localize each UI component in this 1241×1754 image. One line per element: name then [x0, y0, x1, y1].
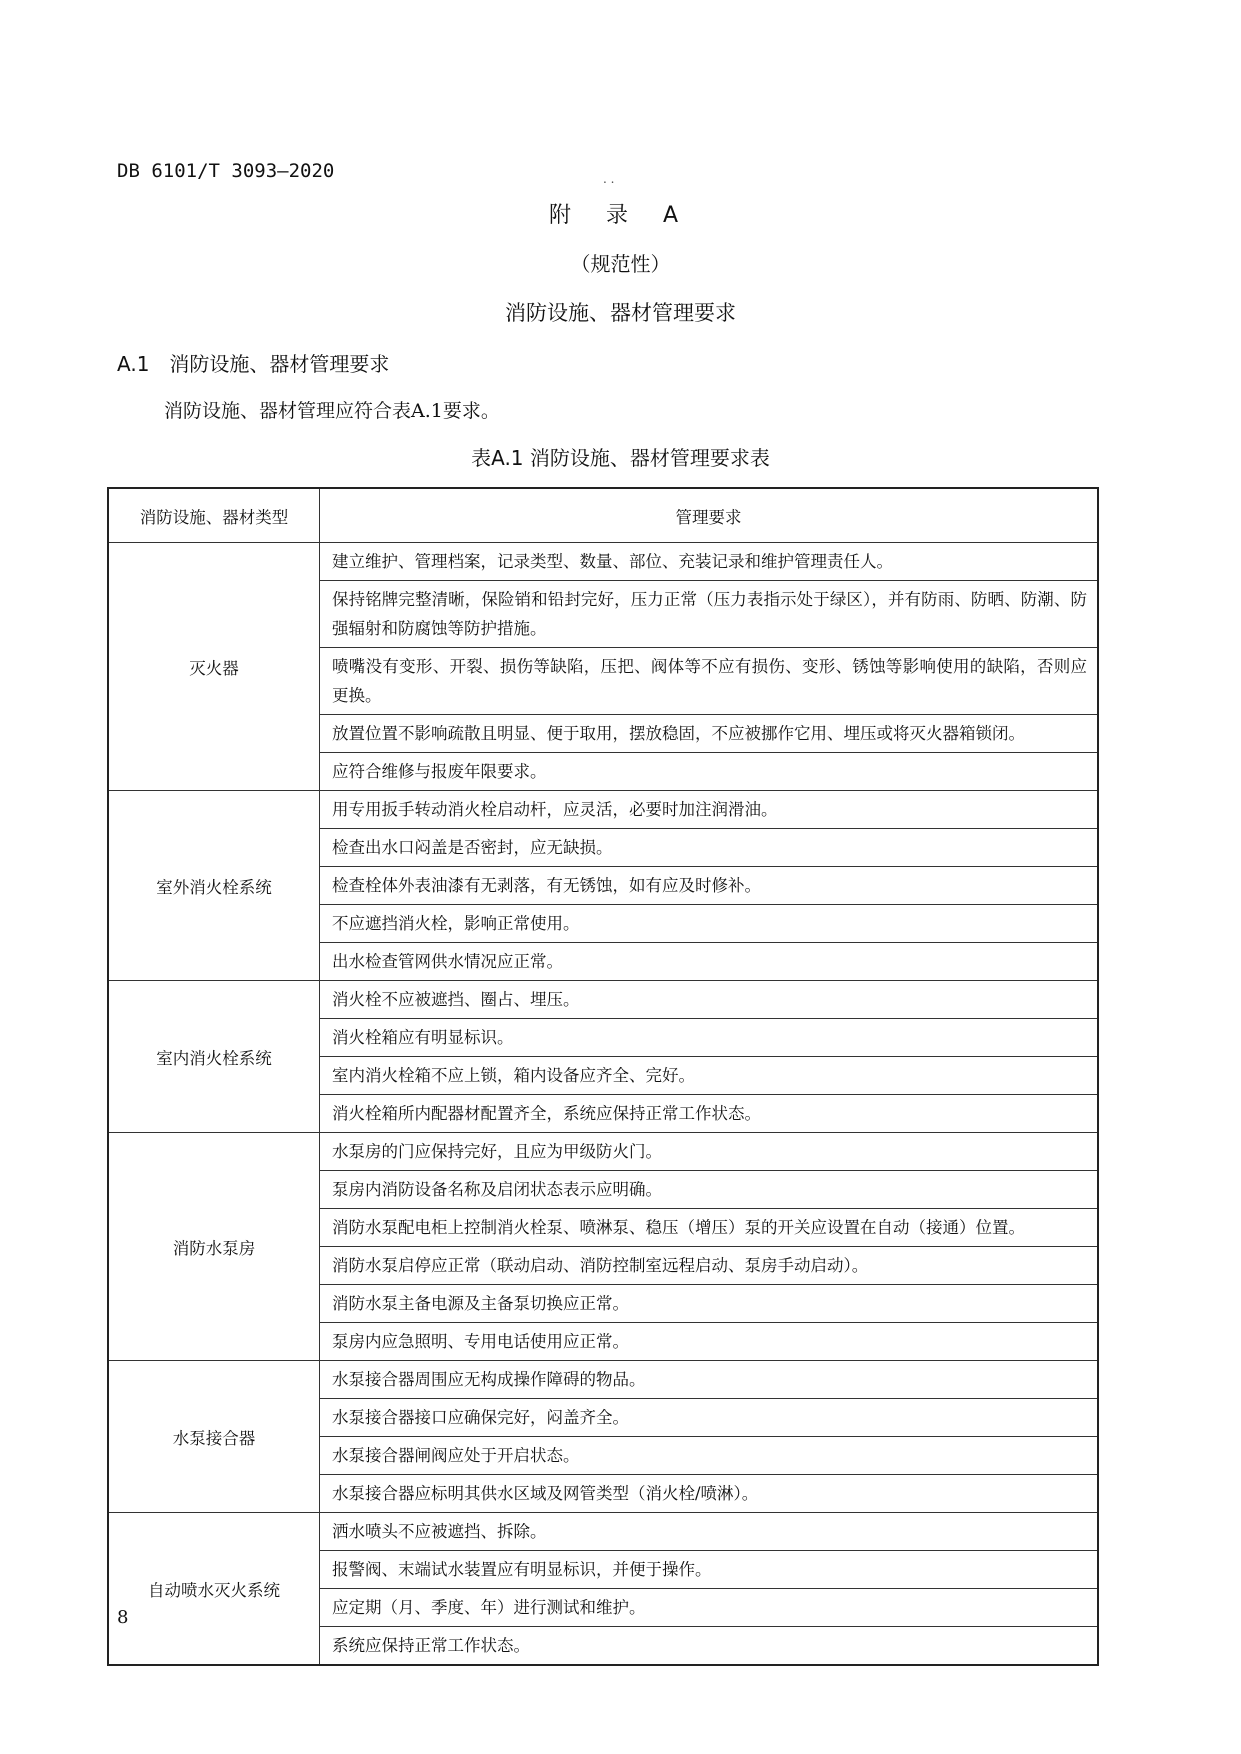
requirement-cell: 应符合维修与报废年限要求。 — [320, 753, 1099, 791]
appendix-title: 附 录 A — [548, 203, 693, 228]
requirement-cell: 检查出水口闷盖是否密封，应无缺损。 — [320, 829, 1099, 867]
header-requirements: 管理要求 — [320, 488, 1099, 543]
appendix-nature: （规范性） — [570, 252, 671, 276]
requirement-cell: 泵房内应急照明、专用电话使用应正常。 — [320, 1323, 1099, 1361]
table-header-row — [108, 488, 1098, 543]
table-row — [108, 791, 1098, 829]
table-row — [108, 1133, 1098, 1171]
requirements-table — [107, 487, 1099, 1666]
requirement-cell: 检查栓体外表油漆有无剥落，有无锈蚀，如有应及时修补。 — [320, 867, 1099, 905]
category-cell: 室外消火栓系统 — [108, 791, 320, 981]
requirement-cell: 放置位置不影响疏散且明显、便于取用，摆放稳固，不应被挪作它用、埋压或将灭火器箱锁闭。 — [320, 715, 1099, 753]
category-cell: 灭火器 — [108, 543, 320, 791]
requirement-cell: 洒水喷头不应被遮挡、拆除。 — [320, 1513, 1099, 1551]
requirement-cell: 消防水泵启停应正常（联动启动、消防控制室远程启动、泵房手动启动）。 — [320, 1247, 1099, 1285]
table-row — [108, 981, 1098, 1019]
table-row — [108, 1361, 1098, 1399]
document-code: DB 6101/T 3093—2020 — [117, 160, 335, 182]
appendix-main-title: 消防设施、器材管理要求 — [505, 301, 736, 325]
requirement-cell: 泵房内消防设备名称及启闭状态表示应明确。 — [320, 1171, 1099, 1209]
category-cell: 自动喷水灭火系统 — [108, 1513, 320, 1666]
page-number: 8 — [117, 1607, 129, 1628]
category-cell: 水泵接合器 — [108, 1361, 320, 1513]
requirement-cell: 水泵接合器接口应确保完好，闷盖齐全。 — [320, 1399, 1099, 1437]
table-row — [108, 543, 1098, 581]
requirement-cell: 室内消火栓箱不应上锁，箱内设备应齐全、完好。 — [320, 1057, 1099, 1095]
section-heading — [117, 348, 389, 377]
table-row — [108, 1513, 1098, 1551]
requirement-cell: 出水检查管网供水情况应正常。 — [320, 943, 1099, 981]
requirement-cell: 消火栓不应被遮挡、圈占、埋压。 — [320, 981, 1099, 1019]
section-paragraph: 消防设施、器材管理应符合表A.1要求。 — [164, 400, 500, 422]
requirement-cell: 水泵接合器周围应无构成操作障碍的物品。 — [320, 1361, 1099, 1399]
category-cell: 室内消火栓系统 — [108, 981, 320, 1133]
requirement-cell: 消火栓箱应有明显标识。 — [320, 1019, 1099, 1057]
requirement-cell: 消防水泵配电柜上控制消火栓泵、喷淋泵、稳压（增压）泵的开关应设置在自动（接通）位置。 — [320, 1209, 1099, 1247]
requirement-cell: 水泵房的门应保持完好，且应为甲级防火门。 — [320, 1133, 1099, 1171]
requirement-cell: 建立维护、管理档案，记录类型、数量、部位、充装记录和维护管理责任人。 — [320, 543, 1099, 581]
header-dots: . . — [603, 172, 615, 186]
requirement-cell: 水泵接合器应标明其供水区域及网管类型（消火栓/喷淋）。 — [320, 1475, 1099, 1513]
header-category: 消防设施、器材类型 — [108, 488, 320, 543]
section-number: A.1 — [117, 352, 150, 376]
category-cell: 消防水泵房 — [108, 1133, 320, 1361]
requirement-cell: 应定期（月、季度、年）进行测试和维护。 — [320, 1589, 1099, 1627]
requirement-cell: 保持铭牌完整清晰，保险销和铅封完好，压力正常（压力表指示处于绿区），并有防雨、防晒、防潮、防强辐射和防腐蚀等防护措施。 — [320, 581, 1099, 648]
requirement-cell: 系统应保持正常工作状态。 — [320, 1627, 1099, 1666]
table-caption: 表A.1 消防设施、器材管理要求表 — [471, 446, 770, 470]
requirement-cell: 消火栓箱所内配器材配置齐全，系统应保持正常工作状态。 — [320, 1095, 1099, 1133]
requirement-cell: 消防水泵主备电源及主备泵切换应正常。 — [320, 1285, 1099, 1323]
requirement-cell: 用专用扳手转动消火栓启动杆，应灵活，必要时加注润滑油。 — [320, 791, 1099, 829]
section-title: 消防设施、器材管理要求 — [169, 352, 390, 376]
requirement-cell: 水泵接合器闸阀应处于开启状态。 — [320, 1437, 1099, 1475]
requirement-cell: 不应遮挡消火栓，影响正常使用。 — [320, 905, 1099, 943]
requirement-cell: 报警阀、末端试水装置应有明显标识，并便于操作。 — [320, 1551, 1099, 1589]
requirement-cell: 喷嘴没有变形、开裂、损伤等缺陷，压把、阀体等不应有损伤、变形、锈蚀等影响使用的缺陷，否则应更换。 — [320, 648, 1099, 715]
